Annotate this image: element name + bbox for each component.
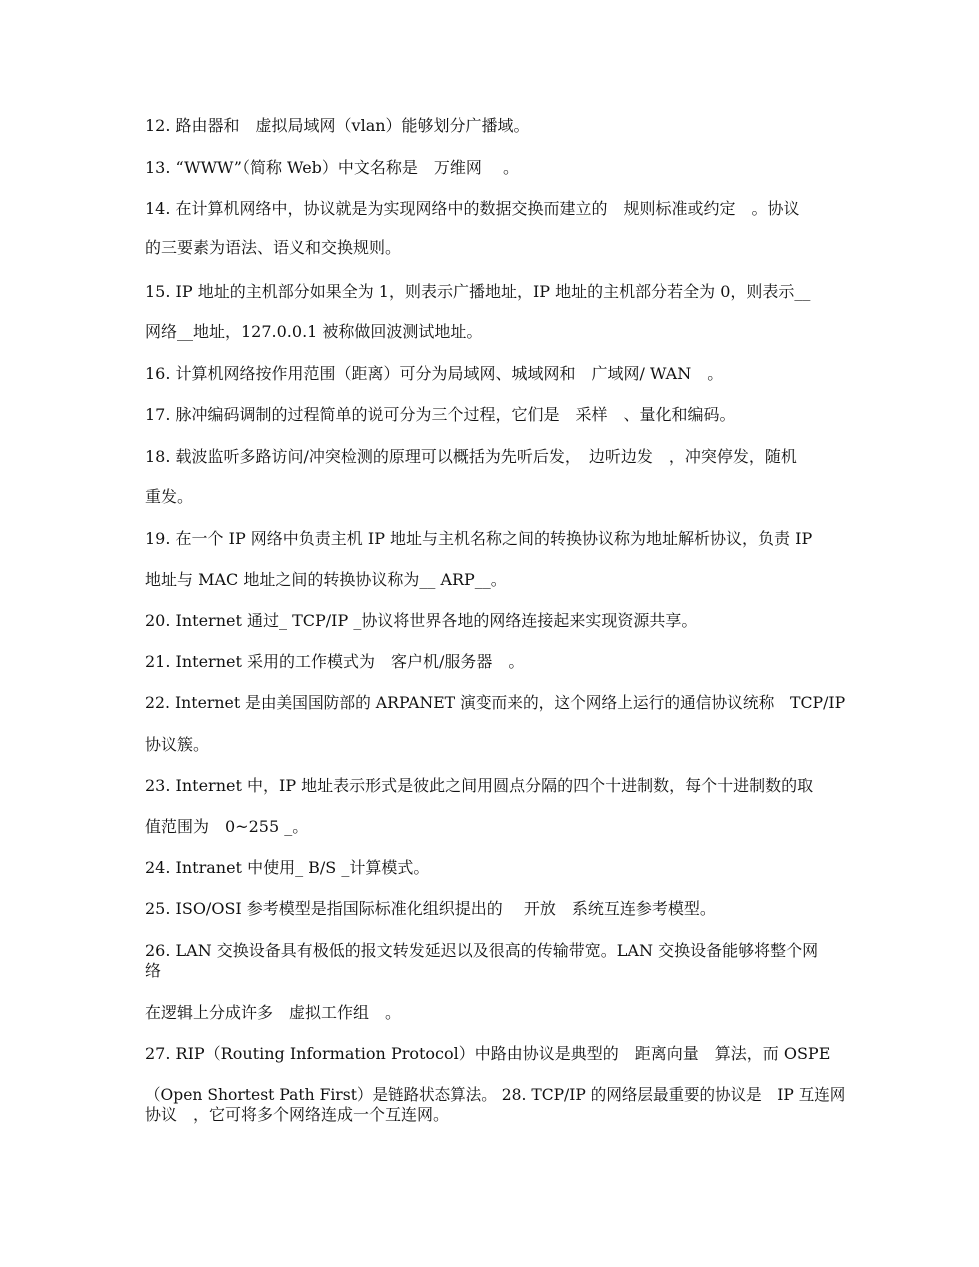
text-line: 协议 ，它可将多个网络连成一个互连网。 xyxy=(145,1105,450,1124)
text-line: 14. 在计算机网络中，协议就是为实现网络中的数据交换而建立的 规则标准或约定 。协议 xyxy=(145,199,800,218)
text-line: 20. Internet 通过_ TCP/IP _协议将世界各地的网络连接起来实现资源共享。 xyxy=(145,611,698,630)
text-line: 值范围为 0~255 _。 xyxy=(145,817,309,836)
text-line: 19. 在一个 IP 网络中负责主机 IP 地址与主机名称之间的转换协议称为地址解析协议，负责 IP xyxy=(145,529,813,548)
text-line: 协议簇。 xyxy=(145,735,210,754)
text-line: 17. 脉冲编码调制的过程简单的说可分为三个过程，它们是 采样 、量化和编码。 xyxy=(145,405,736,424)
text-line: 重发。 xyxy=(145,487,194,506)
text-line: 13. “WWW”（简称 Web）中文名称是 万维网 。 xyxy=(145,158,519,177)
text-line: 24. Intranet 中使用_ B/S _计算模式。 xyxy=(145,858,430,877)
text-line: 15. IP 地址的主机部分如果全为 1，则表示广播地址，IP 地址的主机部分若全为 0，则表示__ xyxy=(145,282,811,301)
text-line: 23. Internet 中，IP 地址表示形式是彼此之间用圆点分隔的四个十进制数，每个十进制数的取 xyxy=(145,776,814,795)
text-line: 16. 计算机网络按作用范围（距离）可分为局域网、城域网和 广域网/ WAN 。 xyxy=(145,364,724,383)
text-line: 网络__地址，127.0.0.1 被称做回波测试地址。 xyxy=(145,322,483,341)
text-line: 21. Internet 采用的工作模式为 客户机/服务器 。 xyxy=(145,652,525,671)
text-line: 络 xyxy=(145,961,162,980)
text-line: 22. Internet 是由美国国防部的 ARPANET 演变而来的，这个网络上运行的通信协议统称 TCP/IP xyxy=(145,693,846,712)
text-line: 地址与 MAC 地址之间的转换协议称为__ ARP__。 xyxy=(145,570,507,589)
text-line: 在逻辑上分成许多 虚拟工作组 。 xyxy=(145,1003,402,1022)
text-line: 的三要素为语法、语义和交换规则。 xyxy=(145,238,402,257)
text-line: 18. 载波监听多路访问/冲突检测的原理可以概括为先听后发， 边听边发 ，冲突停发，随机 xyxy=(145,447,797,466)
text-line: 12. 路由器和 虚拟局域网（vlan）能够划分广播域。 xyxy=(145,116,530,135)
text-line: 26. LAN 交换设备具有极低的报文转发延迟以及很高的传输带宽。LAN 交换设备能够将整个网 xyxy=(145,941,819,960)
text-line: 27. RIP（Routing Information Protocol）中路由协议是典型的 距离向量 算法，而 OSPE xyxy=(145,1044,831,1063)
text-line: （Open Shortest Path First）是链路状态算法。 28. TCP/IP 的网络层最重要的协议是 IP 互连网 xyxy=(145,1085,846,1104)
text-line: 25. ISO/OSI 参考模型是指国际标准化组织提出的 开放 系统互连参考模型。 xyxy=(145,899,716,918)
